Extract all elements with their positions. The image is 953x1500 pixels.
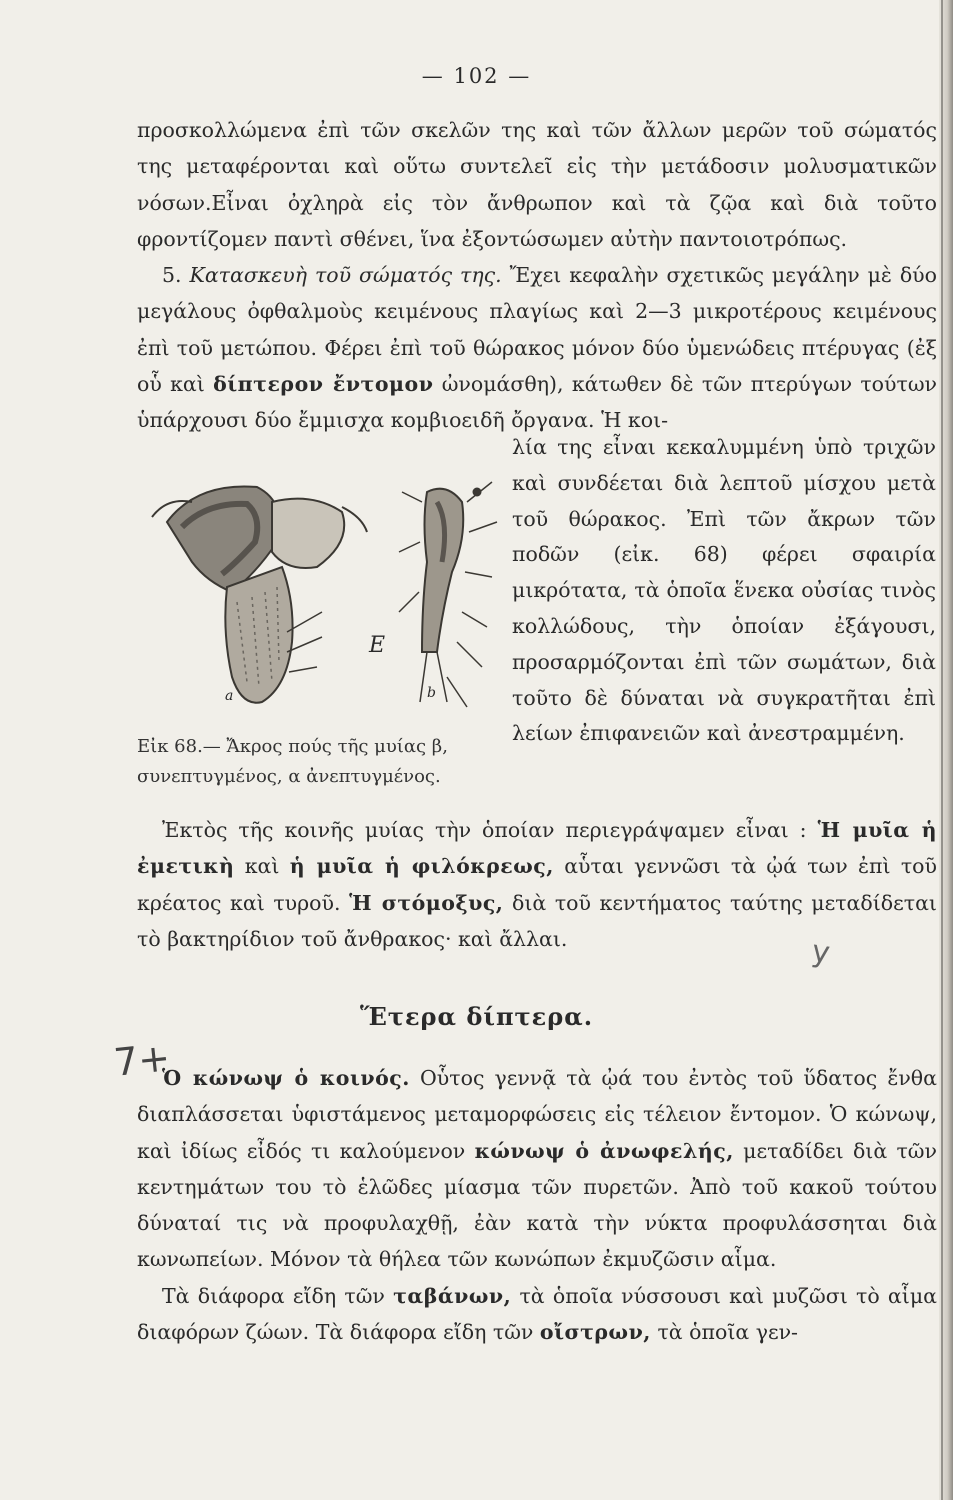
page-number: — 102 —	[421, 64, 532, 88]
paragraph-2-bold-term: δίπτερον ἔντομον	[213, 372, 434, 397]
figure-letter-E: E	[369, 633, 386, 658]
paragraph-2-text-a: Ἔχει κεφαλὴν σχετικῶς μεγάλην μὲ δύο μεγάλους ὀφθαλμοὺς κειμένους πλαγίως καὶ 2—3 μικροτέρους κειμένους ἐπὶ τοῦ μετώπου. Φέρει ἐπὶ τοῦ θώρακος μόνον δύο ὑμενώδεις πτέρυγας (ἐξ οὗ καὶ	[137, 263, 937, 397]
top-text-block	[137, 112, 937, 439]
paragraph-5-bold-1: ταβάνων,	[393, 1283, 512, 1308]
section-title: Κατασκευὴ τοῦ σώματός της.	[189, 263, 502, 288]
handwritten-margin-mark: 7+	[111, 1035, 173, 1085]
paragraph-3-bold-3: Ἡ στόμοξυς,	[349, 890, 504, 915]
paragraph-3-text-e: διὰ τοῦ κεντήματος ταύτης μεταδίδεται τὸ βακτηρίδιον τοῦ ἄνθρακος· καὶ ἄλλαι.	[137, 890, 937, 951]
paragraph-1: προσκολλώμενα ἐπὶ τῶν σκελῶν της καὶ τῶν ἄλλων μερῶν τοῦ σώματός της μεταφέρονται καὶ οὕτω συντελεῖ εἰς τὴν μετάδοσιν μολυσματικῶν νόσων.Εἶναι ὀχληρὰ εἰς τὸν ἄνθρωπον καὶ τὰ ζῷα καὶ διὰ τοῦτο φροντίζομεν παντὶ σθένει, ἵνα ἐξοντώσωμεν αὐτὴν παντοιοτρόπως.	[137, 118, 937, 251]
paragraph-3-text-d: αὗται γεννῶσι τὰ ᾠά των ἐπὶ τοῦ κρέατος καὶ τυροῦ.	[137, 854, 937, 915]
page-edge-line	[941, 0, 943, 1500]
paragraph-5-text-d: τὰ ὁποῖα γεν-	[657, 1320, 798, 1345]
paragraph-5	[137, 1278, 937, 1351]
section-number: 5.	[162, 263, 182, 288]
paragraph-3-bold-1: Ἡ μυῖα ἡ ἐμετικὴ	[137, 818, 937, 879]
figure-letter-b: b	[427, 685, 436, 701]
paragraph-3-text-a: Ἐκτὸς τῆς κοινῆς μυίας τὴν ὁποίαν περιεγράψαμεν εἶναι :	[162, 818, 807, 842]
paragraph-5-bold-2: οἴστρων,	[539, 1320, 651, 1345]
paragraph-2	[137, 257, 937, 438]
paragraph-2-text-b: ὠνομάσθη), κάτωθεν δὲ τῶν πτερύγων τούτων ὑπάρχουσι δύο ἔμμισχα κομβιοειδῆ ὄργανα. Ἡ κοι-	[137, 372, 937, 433]
paragraph-4-bold-2: κώνωψ ὁ ἀνωφελής,	[474, 1138, 734, 1163]
figure-68-fly-feet	[137, 462, 507, 727]
paragraph-4	[137, 1060, 937, 1278]
paragraph-3-text-c: καὶ	[244, 854, 280, 879]
foot-spread-drawing	[152, 486, 367, 702]
figure-letter-a: a	[225, 688, 234, 704]
pencil-tick-mark: y	[809, 933, 833, 972]
paragraph-4-text-a: Οὗτος γεννᾷ τὰ ᾠά του ἐντὸς τοῦ ὕδατος ἔνθα διαπλάσσεται ὑφιστάμενος μεταμορφώσεις εἰς τέλειον ἔντομον. Ὁ κώνωψ, καὶ ἰδίως εἶδός τι καλούμενον	[137, 1066, 937, 1163]
paragraph-5-text-c: τὰ ὁποῖα νύσσουσι καὶ μυζῶσι τὸ αἷμα διαφόρων ζώων. Τὰ διάφορα εἴδη τῶν	[137, 1283, 937, 1345]
foot-folded-drawing	[399, 482, 497, 707]
wrapped-text-block: λία της εἶναι κεκαλυμμένη ὑπὸ τριχῶν καὶ συνδέεται διὰ λεπτοῦ μίσχου μετὰ τοῦ θώρακος. Ἐπὶ τῶν ἄκρων τῶν ποδῶν (εἰκ. 68) φέρει σφαιρία μικρότατα, τὰ ὁποῖα ἕνεκα οὐσίας τινὸς κολλώδους, τὴν ὁποίαν ἐξάγουσι, προσαρμόζονται ἐπὶ τῶν σωμάτων, διὰ τοῦτο δὲ δύναται νὰ συγκρατῆται ἐπὶ λείων ἐπιφανειῶν καὶ ἀνεστραμμένη.	[512, 435, 936, 746]
paragraph-4-bold-1: Ὁ κώνωψ ὁ κοινός.	[162, 1066, 410, 1090]
paragraph-4-text-c: μεταδίδει διὰ τῶν κεντημάτων του τὸ ἑλῶδες μίασμα τῶν πυρετῶν. Ἀπὸ τοῦ κακοῦ τούτου δύναταί τις νὰ προφυλαχθῇ, ἐὰν κατὰ τὴν νύκτα προφυλάσσηται διὰ κωνωπείων. Μόνον τὰ θήλεα τῶν κωνώπων ἐκμυζῶσιν αἷμα.	[137, 1138, 937, 1272]
figure-caption: Εἰκ 68.— Ἄκρος πούς τῆς μυίας β, συνεπτυγμένος, α ἀνεπτυγμένος.	[137, 736, 448, 787]
bottom-text-block	[137, 1060, 937, 1350]
paragraph-5-text-a: Τὰ διάφορα εἴδη τῶν	[162, 1283, 385, 1308]
section-heading: Ἕτερα δίπτερα.	[359, 1002, 594, 1031]
paragraph-3-bold-2: ἡ μυῖα ἡ φιλόκρεως,	[289, 854, 554, 879]
